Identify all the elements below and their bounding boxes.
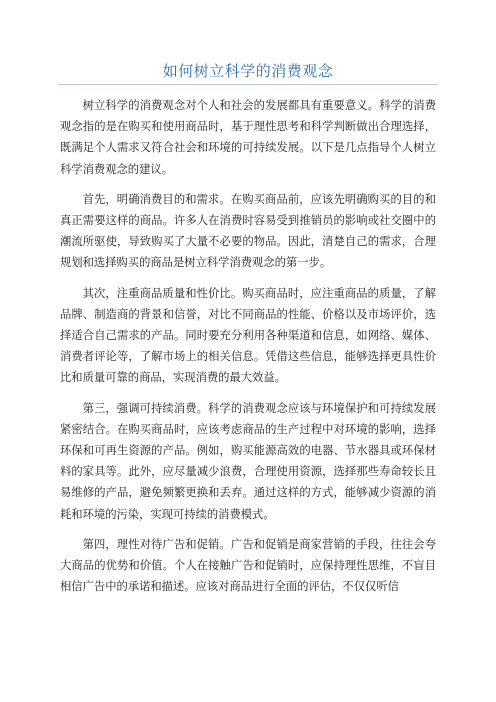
document-title: 如何树立科学的消费观念 [162,62,334,80]
paragraph-intro: 树立科学的消费观念对个人和社会的发展都具有重要意义。科学的消费观念指的是在购买和使用商品时，基于理性思考和科学判断做出合理选择，既满足个人需求又符合社会和环境的可持续发展。以下是几点指导个人树立科学消费观念的建议。 [60,99,436,176]
paragraph-third: 第三，强调可持续消费。科学的消费观念应该与环境保护和可持续发展紧密结合。在购买商品时，应该考虑商品的生产过程中对环境的影响，选择环保和可再生资源的产品。例如，购买能源高效的电器、节水器具或环保材料的家具等。此外，应尽量减少浪费，合理使用资源，选择那些寿命较长且易维修的产品，避免频繁更换和丢弃。通过这样的方式，能够减少资源的消耗和环境的污染，实现可持续的消费模式。 [60,401,436,521]
paragraph-first: 首先，明确消费目的和需求。在购买商品前，应该先明确购买的目的和真正需要这样的商品。许多人在消费时容易受到推销员的影响或社交圈中的潮流所驱使，导致购买了大量不必要的物品。因此，清楚自己的需求，合理规划和选择购买的商品是树立科学消费观念的第一步。 [60,192,436,270]
paragraph-second: 其次，注重商品质量和性价比。购买商品时，应注重商品的质量，了解品牌、制造商的背景和信誉，对比不同商品的性能、价格以及市场评价，选择适合自己需求的产品。同时要充分利用各种渠道和信息，如网络、媒体、消费者评论等，了解市场上的相关信息。凭借这些信息，能够选择更具性价比和质量可靠的商品，实现消费的最大效益。 [60,286,436,385]
document-body [60,95,436,606]
paragraph-fourth: 第四，理性对待广告和促销。广告和促销是商家营销的手段，往往会夸大商品的优势和价值。个人在接触广告和促销时，应保持理性思维，不盲目相信广告中的承诺和描述。应该对商品进行全面的评估，不仅仅听信 [60,537,436,594]
title-divider [58,84,438,85]
